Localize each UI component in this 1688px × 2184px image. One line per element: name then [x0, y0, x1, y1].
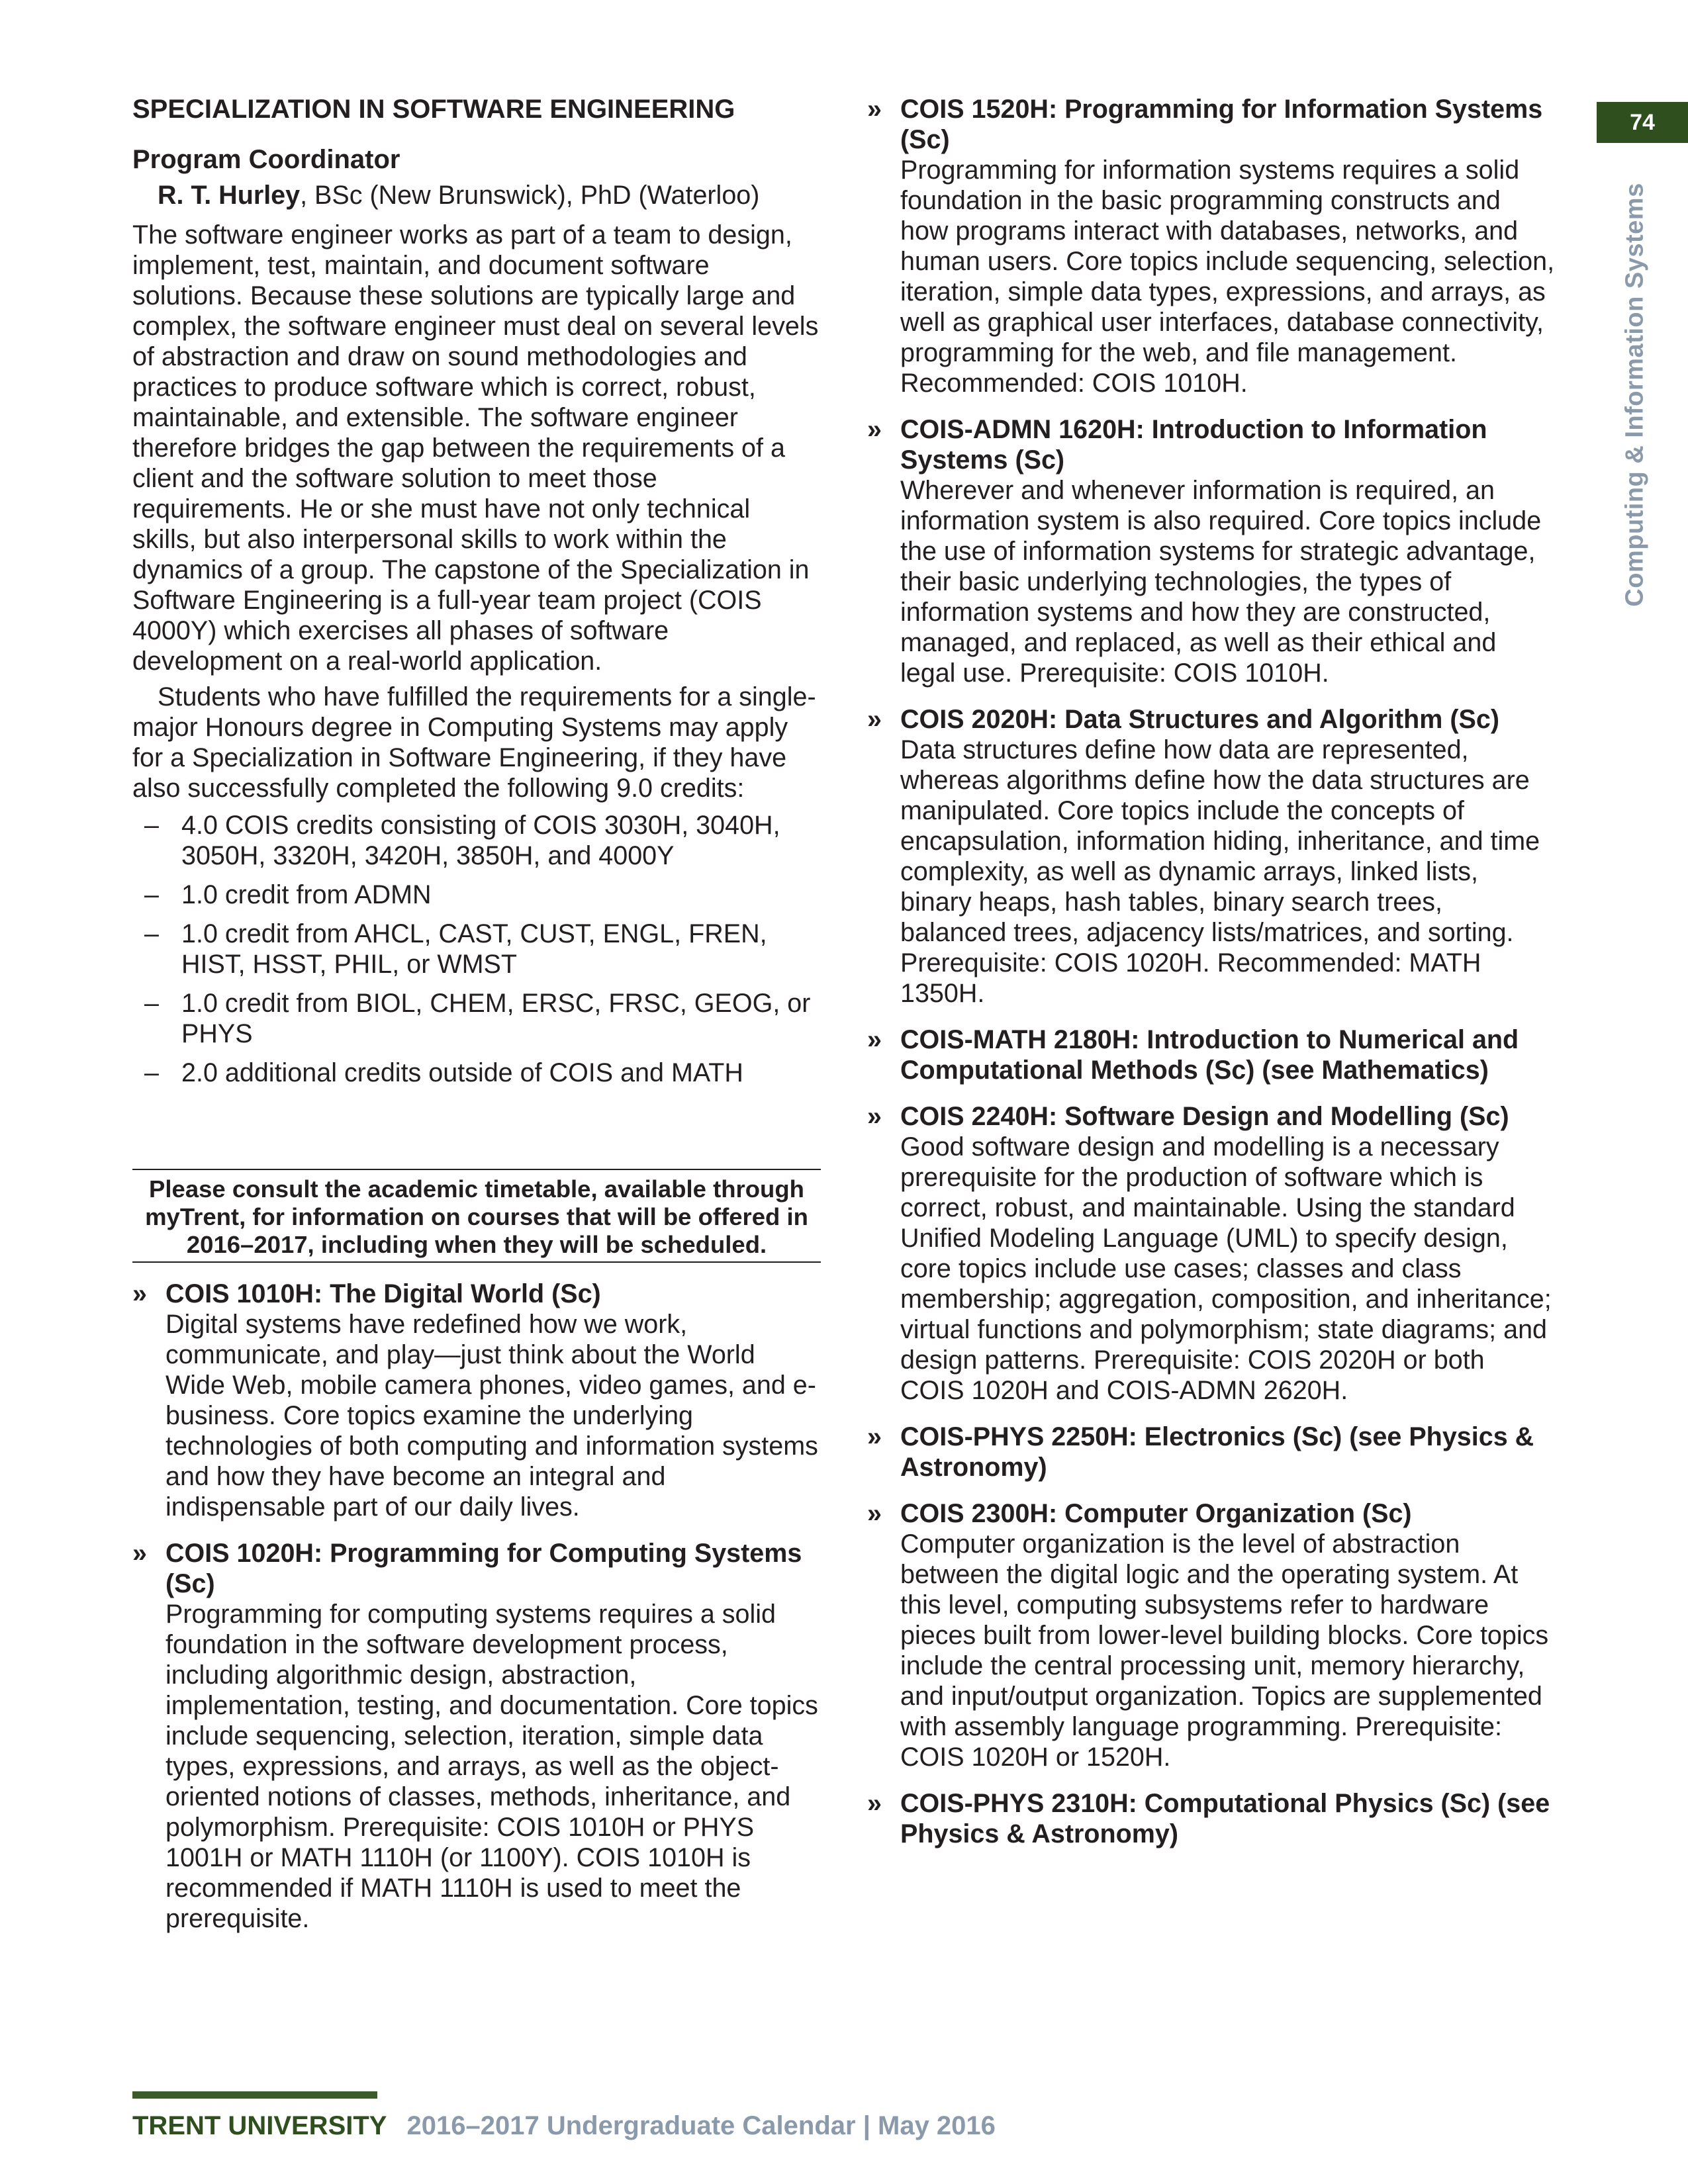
course-entry — [867, 94, 1556, 398]
requirement-item — [132, 988, 821, 1049]
chevron-right-icon: » — [867, 95, 882, 124]
course-entry — [867, 704, 1556, 1009]
course-description: Programming for information systems requires a solid foundation in the basic programming constructs and how programs interact with databases, networks, and human users. Core topics include sequencing, selection, iteration, simple data types, expressions, and arrays, as well as graphical user interfaces, database connectivity, programming for the web, and file management. Recommended: COIS 1010H. — [900, 156, 1555, 398]
chevron-right-icon: » — [867, 1789, 882, 1818]
chevron-right-icon: » — [867, 705, 882, 734]
left-column — [132, 94, 821, 1934]
course-title: COIS-PHYS 2250H: Electronics (Sc) (see Physics & Astronomy) — [900, 1422, 1534, 1482]
dash-bullet: – — [144, 919, 159, 948]
requirements-list — [132, 810, 821, 1088]
coordinator-name: R. T. Hurley — [158, 181, 301, 210]
course-entry — [867, 1498, 1556, 1772]
dash-bullet: – — [144, 989, 159, 1018]
chevron-right-icon: » — [132, 1279, 147, 1308]
dash-bullet: – — [144, 880, 159, 909]
course-title: COIS 1520H: Programming for Information Systems (Sc) — [900, 95, 1543, 154]
course-description: Wherever and whenever information is required, an information system is also required. Core topics include the use of information systems for strategic advantage, their basic underlying technologies, the types of information systems and how they are constructed, managed, and replaced, as well as their ethical and legal use. Prerequisite: COIS 1010H. — [900, 476, 1542, 688]
chevron-right-icon: » — [132, 1539, 147, 1568]
requirement-text: 4.0 COIS credits consisting of COIS 3030H, 3040H, 3050H, 3320H, 3420H, 3850H, and 4000Y — [181, 811, 780, 870]
footer-university: TRENT UNIVERSITY — [132, 2111, 387, 2140]
requirement-item — [132, 810, 821, 871]
coordinator-credentials: , BSc (New Brunswick), PhD (Waterloo) — [300, 181, 760, 210]
course-description: Digital systems have redefined how we work, communicate, and play—just think about the World Wide Web, mobile camera phones, video games, and e-business. Core topics examine the underlying technologies of both computing and information systems and how they have become an integral and indispensable part of our daily lives. — [165, 1310, 818, 1522]
requirement-text: 1.0 credit from ADMN — [181, 880, 432, 909]
course-title: COIS-ADMN 1620H: Introduction to Information Systems (Sc) — [900, 415, 1487, 475]
page-number-badge: 74 — [1597, 102, 1688, 143]
chevron-right-icon: » — [867, 415, 882, 444]
intro-paragraph: The software engineer works as part of a team to design, implement, test, maintain, and document software solutions. Because these solutions are typically large and complex, the software engineer must deal on several levels of abstraction and draw on sound methodologies and practices to produce software which is correct, robust, maintainable, and extensible. The software engineer therefore bridges the gap between the requirements of a client and the software solution to meet those requirements. He or she must have not only technical skills, but also interpersonal skills to work within the dynamics of a group. The capstone of the Specialization in Software Engineering is a full-year team project (COIS 4000Y) which exercises all phases of software development on a real-world application. — [132, 220, 819, 676]
course-description: Good software design and modelling is a necessary prerequisite for the production of software which is correct, robust, and maintainable. Using the standard Unified Modeling Language (UML) to specify design, core topics include use cases; classes and class membership; aggregation, composition, and inheritance; virtual functions and polymorphism; state diagrams; and design patterns. Prerequisite: COIS 2020H or both COIS 1020H and COIS-ADMN 2620H. — [900, 1132, 1552, 1405]
course-title: COIS 2300H: Computer Organization (Sc) — [900, 1499, 1412, 1528]
dash-bullet: – — [144, 1058, 159, 1087]
timetable-notice: Please consult the academic timetable, available through myTrent, for information on courses that will be offered in 2016–2017, including when they will be scheduled. — [132, 1169, 821, 1263]
course-description: Computer organization is the level of abstraction between the digital logic and the operating system. At this level, computing subsystems refer to hardware pieces built from lower-level building blocks. Core topics include the central processing unit, memory hierarchy, and input/output organization. Topics are supplemented with assembly language programming. Prerequisite: COIS 1020H or 1520H. — [900, 1529, 1549, 1772]
requirement-item — [132, 919, 821, 979]
chevron-right-icon: » — [867, 1422, 882, 1451]
course-title: COIS-MATH 2180H: Introduction to Numerical and Computational Methods (Sc) (see Mathematics) — [900, 1025, 1519, 1085]
section-title: SPECIALIZATION IN SOFTWARE ENGINEERING — [132, 95, 735, 124]
course-entry — [867, 1024, 1556, 1085]
course-entry — [867, 414, 1556, 688]
footer — [132, 2111, 996, 2141]
admission-paragraph: Students who have fulfilled the requirements for a single-major Honours degree in Computing Systems may apply for a Specialization in Software Engineering, if they have also successfully completed the following 9.0 credits: — [132, 682, 816, 803]
dash-bullet: – — [144, 811, 159, 840]
side-section-title — [1615, 169, 1655, 619]
course-title: COIS 2240H: Software Design and Modelling (Sc) — [900, 1102, 1509, 1131]
course-entry — [132, 1279, 821, 1522]
coordinator-line — [132, 180, 821, 210]
course-title: COIS 1020H: Programming for Computing Systems (Sc) — [165, 1539, 802, 1598]
course-title: COIS 2020H: Data Structures and Algorithm (Sc) — [900, 705, 1500, 734]
chevron-right-icon: » — [867, 1499, 882, 1528]
requirement-text: 2.0 additional credits outside of COIS and MATH — [181, 1058, 743, 1087]
requirement-text: 1.0 credit from AHCL, CAST, CUST, ENGL, FREN, HIST, HSST, PHIL, or WMST — [181, 919, 767, 979]
course-entry — [132, 1538, 821, 1934]
course-entry — [867, 1422, 1556, 1482]
requirement-text: 1.0 credit from BIOL, CHEM, ERSC, FRSC, GEOG, or PHYS — [181, 989, 811, 1048]
footer-rule — [132, 2091, 377, 2099]
chevron-right-icon: » — [867, 1025, 882, 1054]
side-section-label: Computing & Information Systems — [1620, 182, 1649, 607]
course-entry — [867, 1101, 1556, 1406]
coordinator-heading: Program Coordinator — [132, 145, 400, 174]
course-title: COIS 1010H: The Digital World (Sc) — [165, 1279, 601, 1308]
course-description: Data structures define how data are represented, whereas algorithms define how the data structures are manipulated. Core topics include the concepts of encapsulation, information hiding, inheritance, and time complexity, as well as dynamic arrays, linked lists, binary heaps, hash tables, binary search trees, balanced trees, adjacency lists/matrices, and sorting. Prerequisite: COIS 1020H. Recommended: MATH 1350H. — [900, 735, 1540, 1008]
footer-calendar: 2016–2017 Undergraduate Calendar | May 2016 — [406, 2111, 996, 2140]
right-column — [867, 94, 1556, 1849]
course-entry — [867, 1788, 1556, 1849]
course-description: Programming for computing systems requires a solid foundation in the software development process, including algorithmic design, abstraction, implementation, testing, and documentation. Core topics include sequencing, selection, iteration, simple data types, expressions, and arrays, as well as the object-oriented notions of classes, methods, inheritance, and polymorphism. Prerequisite: COIS 1010H or PHYS 1001H or MATH 1110H (or 1100Y). COIS 1010H is recommended if MATH 1110H is used to meet the prerequisite. — [165, 1600, 818, 1933]
requirement-item — [132, 1058, 821, 1088]
course-title: COIS-PHYS 2310H: Computational Physics (Sc) (see Physics & Astronomy) — [900, 1789, 1550, 1848]
chevron-right-icon: » — [867, 1102, 882, 1131]
requirement-item — [132, 880, 821, 910]
